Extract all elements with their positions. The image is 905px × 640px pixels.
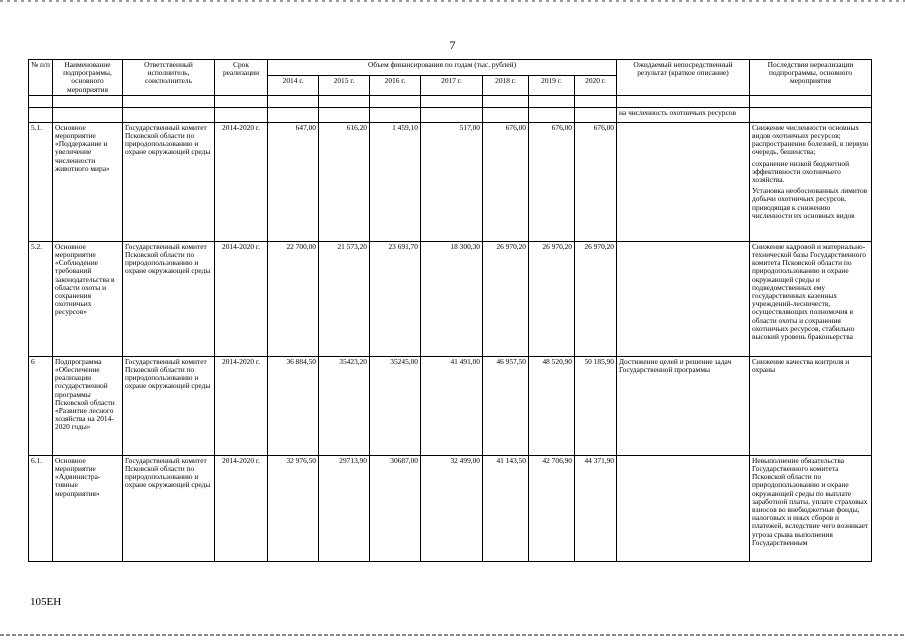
header-year: 2016 г. <box>370 75 421 95</box>
table-row <box>29 455 872 561</box>
row-name: Подпрограмма «Обеспечение реализации государственной программы Псковской области «Развитие лесного хозяйства на 2014-2020 годы» <box>53 356 123 455</box>
row-value: 647,00 <box>268 122 319 241</box>
row-value: 26 970,20 <box>483 241 529 356</box>
row-executor: Государственный комитет Псковской области по природопользованию и охране окружающей среды <box>123 122 215 241</box>
row-value: 35423,20 <box>319 356 370 455</box>
row-name: Основное мероприятие «Соблюдение требований законодательства в области охоты и сохранения охотничьих ресурсов» <box>53 241 123 356</box>
consequence-paragraph: Установка необоснованных лимитов добычи охотничьих ресурсов, приводящая к снижению численности их основных видов <box>752 186 868 220</box>
row-value: 21 573,20 <box>319 241 370 356</box>
row-value: 26 970,20 <box>575 241 617 356</box>
row-value: 36 884,50 <box>268 356 319 455</box>
header-executor: Ответственный исполнитель, соисполнитель <box>123 60 215 96</box>
row-value: 46 957,50 <box>483 356 529 455</box>
header-financing: Объем финансирования по годам (тыс. рублей) <box>268 60 617 76</box>
row-value: 676,00 <box>575 122 617 241</box>
header-num: № п/п <box>29 60 53 96</box>
empty-index-row <box>29 95 872 107</box>
table-row <box>29 241 872 356</box>
footer-code: 105ЕН <box>30 596 62 608</box>
row-value: 23 691,70 <box>370 241 421 356</box>
header-expected: Ожидаемый непосредственный результат (краткое описание) <box>617 60 750 96</box>
header-year: 2020 г. <box>575 75 617 95</box>
row-term: 2014-2020 г. <box>215 455 268 561</box>
scan-edge-top <box>0 0 905 2</box>
program-table <box>28 59 872 562</box>
row-expected: Достижение целей и решение задач Государственной программы <box>617 356 750 455</box>
header-term: Срок реализации <box>215 60 268 96</box>
row-value: 22 700,00 <box>268 241 319 356</box>
row-value: 1 459,10 <box>370 122 421 241</box>
row-name: Основное мероприятие «Администра-тивные мероприятия» <box>53 455 123 561</box>
row-value: 30687,00 <box>370 455 421 561</box>
continuation-text: на численность охотничьих ресурсов <box>617 107 750 122</box>
row-num: 5.2. <box>29 241 53 356</box>
row-value: 616,20 <box>319 122 370 241</box>
row-consequences <box>750 241 872 356</box>
row-consequences <box>750 455 872 561</box>
table-row <box>29 122 872 241</box>
header-year: 2019 г. <box>529 75 575 95</box>
row-term: 2014-2020 г. <box>215 122 268 241</box>
row-expected <box>617 241 750 356</box>
consequence-paragraph: Снижение качества контроля и охраны <box>752 356 850 375</box>
row-executor: Государственный комитет Псковской области по природопользованию и охране окружающей среды <box>123 241 215 356</box>
row-term: 2014-2020 г. <box>215 241 268 356</box>
row-value: 35245,00 <box>370 356 421 455</box>
header-year: 2014 г. <box>268 75 319 95</box>
table-row <box>29 356 872 455</box>
consequence-paragraph: Снижение кадровой и материально-технической базы Государственного комитета Псковской области по природопользованию и охране окружающей среды и подведомственных ему государственных казенных учреждений-лесничеств, осуществляющих полномочия в области охоты и сохранения охотничьих ресурсов, стабильно высокий уровень браконьерства <box>752 241 867 342</box>
row-num: 5.1. <box>29 122 53 241</box>
consequence-paragraph: сохранение низкой бюджетной эффективности охотничьего хозяйства. <box>752 158 850 185</box>
header-consequences: Последствия нереализации подпрограммы, основного мероприятия <box>750 60 872 96</box>
row-value: 676,00 <box>529 122 575 241</box>
header-name: Наименование подпрограммы, основного мероприятия <box>53 60 123 96</box>
header-year: 2018 г. <box>483 75 529 95</box>
row-value: 41 491,00 <box>421 356 483 455</box>
continuation-row <box>29 107 872 122</box>
row-num: 6.1. <box>29 455 53 561</box>
row-term: 2014-2020 г. <box>215 356 268 455</box>
consequence-paragraph: Невыполнение обязательства Государственного комитета Псковской области по природопользованию и охране окружающей среды по выплате заработной платы, уплате страховых взносов во внебюджетные фонды, налоговых и иных сборов и платежей, вследствие чего возникает угроза срыва выполнения Государственным <box>752 455 869 547</box>
row-expected <box>617 122 750 241</box>
row-value: 676,00 <box>483 122 529 241</box>
row-value: 48 520,90 <box>529 356 575 455</box>
row-num: 6 <box>29 356 53 455</box>
row-value: 32 976,50 <box>268 455 319 561</box>
consequence-paragraph: Снижение численности основных видов охотничьих ресурсов; распространение болезней, в первую очередь, бешенства; <box>752 122 869 157</box>
row-value: 18 300,30 <box>421 241 483 356</box>
row-value: 44 371,90 <box>575 455 617 561</box>
row-executor: Государственный комитет Псковской области по природопользованию и охране окружающей среды <box>123 455 215 561</box>
row-consequences <box>750 122 872 241</box>
row-value: 50 185,90 <box>575 356 617 455</box>
row-name: Основное мероприятие «Поддержание и увеличение численности животного мира» <box>53 122 123 241</box>
row-executor: Государственный комитет Псковской области по природопользованию и охране окружающей среды <box>123 356 215 455</box>
row-expected <box>617 455 750 561</box>
row-value: 42 706,90 <box>529 455 575 561</box>
header-year: 2015 г. <box>319 75 370 95</box>
row-value: 32 499,00 <box>421 455 483 561</box>
scan-edge-bottom <box>0 634 905 636</box>
header-row <box>29 60 872 76</box>
header-year: 2017 г. <box>421 75 483 95</box>
row-value: 41 143,50 <box>483 455 529 561</box>
row-value: 517,00 <box>421 122 483 241</box>
page-number: 7 <box>449 38 456 52</box>
row-value: 29713,90 <box>319 455 370 561</box>
row-consequences <box>750 356 872 455</box>
row-value: 26 970,20 <box>529 241 575 356</box>
